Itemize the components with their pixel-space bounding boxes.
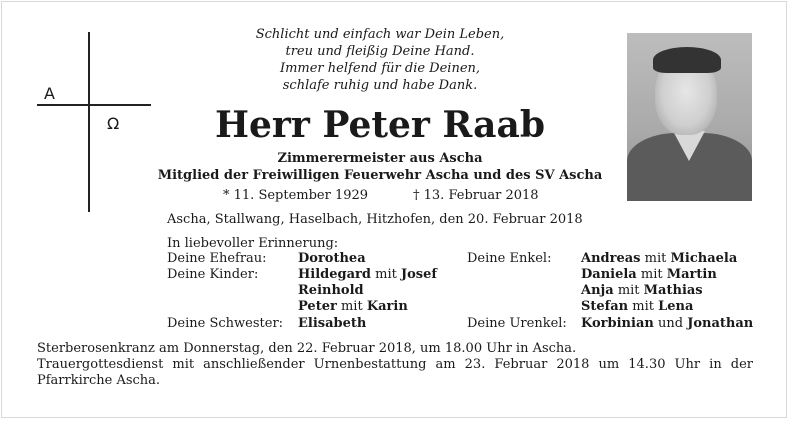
conjunction: mit	[340, 299, 363, 314]
grandchild-name: Anja	[581, 283, 614, 298]
birth-date: * 11. September 1929	[223, 188, 369, 203]
grandchild-name: Stefan	[581, 299, 629, 314]
partner-name: Lena	[658, 299, 694, 314]
family-left	[167, 251, 457, 331]
wife-label: Deine Ehefrau:	[167, 251, 267, 266]
grandchildren-label: Deine Enkel:	[467, 251, 552, 266]
verse-line: Schlicht und einfach war Dein Leben,	[255, 27, 505, 42]
great-grandchild-name: Korbinian	[581, 316, 654, 331]
occupation-block	[150, 150, 610, 184]
portrait-hair	[653, 47, 721, 73]
grandchild-entry	[581, 299, 693, 314]
verse-line: treu und fleißig Deine Hand.	[285, 44, 475, 59]
child-entry	[298, 299, 408, 314]
verse-line: schlafe ruhig und habe Dank.	[282, 78, 478, 93]
partner-name: Karin	[366, 299, 408, 314]
partner-surname: Reinhold	[298, 283, 364, 298]
conjunction: mit	[632, 299, 654, 314]
children-label: Deine Kinder:	[167, 267, 259, 282]
child-entry	[298, 267, 437, 282]
conjunction: mit	[644, 251, 667, 266]
portrait-photo	[627, 33, 752, 201]
great-grandchildren-entry	[581, 316, 753, 331]
family-right	[467, 251, 757, 331]
partner-name: Martin	[666, 267, 717, 282]
wife-name: Dorothea	[298, 251, 366, 266]
grandchild-name: Daniela	[581, 267, 637, 282]
conjunction: und	[657, 316, 684, 331]
alpha-symbol: A	[44, 84, 55, 103]
grandchild-name: Andreas	[581, 251, 641, 266]
great-grandchild-name: Jonathan	[687, 316, 754, 331]
conjunction: mit	[640, 267, 663, 282]
conjunction: mit	[617, 283, 640, 298]
sister-name: Elisabeth	[298, 316, 367, 331]
conjunction: mit	[375, 267, 397, 282]
verse-line: Immer helfend für die Deinen,	[279, 61, 481, 76]
place-and-date: Ascha, Stallwang, Haselbach, Hitzhofen, den 20. Februar 2018	[167, 212, 583, 227]
funeral-notice: Trauergottesdienst mit anschließender Urnenbestattung am 23. Februar 2018 um 14.30 Uhr in der Pfarrkirche Ascha.	[37, 357, 753, 388]
grandchild-entry	[581, 267, 717, 282]
service-notice	[37, 341, 753, 389]
rosary-notice: Sterberosenkranz am Donnerstag, den 22. Februar 2018, um 18.00 Uhr in Ascha.	[37, 341, 577, 356]
partner-name: Michaela	[670, 251, 738, 266]
occupation: Zimmerermeister aus Ascha	[277, 151, 483, 166]
omega-symbol: Ω	[107, 114, 120, 133]
memory-heading: In liebevoller Erinnerung:	[167, 236, 339, 251]
cross-horizontal-bar	[37, 104, 151, 106]
death-date: † 13. Februar 2018	[413, 188, 539, 203]
grandchild-entry	[581, 251, 737, 266]
child-name: Peter	[298, 299, 337, 314]
sister-label: Deine Schwester:	[167, 316, 284, 331]
child-name: Hildegard	[298, 267, 371, 282]
cross-vertical-bar	[88, 32, 90, 212]
great-grandchildren-label: Deine Urenkel:	[467, 316, 567, 331]
membership: Mitglied der Freiwilligen Feuerwehr Ascha und des SV Ascha	[157, 168, 603, 183]
deceased-name: Herr Peter Raab	[215, 104, 545, 146]
memorial-verse	[180, 26, 580, 94]
partner-name: Mathias	[643, 283, 703, 298]
grandchild-entry	[581, 283, 703, 298]
partner-name: Josef	[400, 267, 437, 282]
